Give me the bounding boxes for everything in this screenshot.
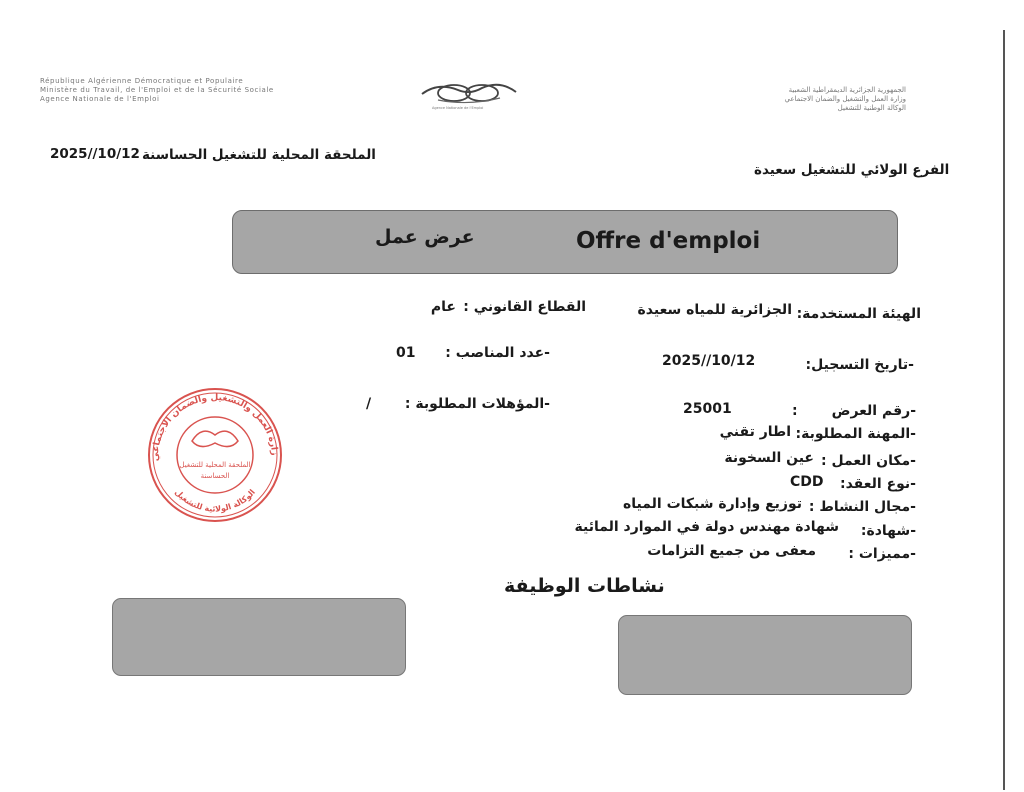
stamp-inner-line-2: الحساسنة bbox=[200, 472, 230, 480]
header-arabic-line-1: الجمهورية الجزائرية الديمقراطية الشعبية bbox=[788, 86, 906, 94]
registration-date-label: -تاريخ التسجيل: bbox=[805, 357, 914, 373]
redacted-block-left bbox=[112, 598, 406, 676]
stamp-outer-text: زارة العمل والتشغيل والضمان الاجتماعي bbox=[150, 392, 280, 462]
employer-value: الجزائرية للمياه سعيدة bbox=[637, 302, 792, 318]
qualifications-value: / bbox=[366, 396, 372, 412]
office-left-name: الملحقة المحلية للتشغيل الحساسنة bbox=[142, 147, 376, 163]
activity-value: توزيع وإدارة شبكات المياه bbox=[623, 496, 802, 512]
benefits-value: معفى من جميع التزامات bbox=[647, 543, 816, 559]
header-french-line-1: République Algérienne Démocratique et Populaire bbox=[40, 77, 244, 85]
office-left-date: 2025//10/12 bbox=[50, 146, 140, 162]
contract-value: CDD bbox=[790, 474, 824, 490]
header-french-line-3: Agence Nationale de l'Emploi bbox=[40, 95, 160, 103]
banner-arabic-title: عرض عمل bbox=[375, 226, 475, 248]
header-french-line-2: Ministère du Travail, de l'Emploi et de la Sécurité Sociale bbox=[40, 86, 274, 94]
diploma-label: -شهادة: bbox=[860, 523, 916, 539]
header-arabic-line-2: وزارة العمل والتشغيل والضمان الاجتماعي bbox=[784, 95, 906, 103]
offer-number-value: 25001 bbox=[683, 401, 732, 417]
registration-date-value: 2025//10/12 bbox=[662, 353, 756, 369]
banner-french-title: Offre d'emploi bbox=[576, 228, 761, 254]
contract-label: -نوع العقد: bbox=[839, 476, 916, 492]
activity-label: -مجال النشاط : bbox=[808, 499, 916, 515]
offer-number-label: -رقم العرض bbox=[831, 403, 916, 419]
official-stamp bbox=[140, 385, 290, 525]
redacted-block-right bbox=[618, 615, 912, 695]
workplace-value: عين السخونة bbox=[724, 450, 814, 466]
employer-label: الهيئة المستخدمة: bbox=[796, 306, 921, 322]
stamp-seal-icon bbox=[140, 385, 290, 525]
qualifications-label: -المؤهلات المطلوبة : bbox=[404, 396, 550, 412]
positions-value: 01 bbox=[396, 345, 416, 361]
title-banner bbox=[232, 210, 898, 274]
offer-number-separator: : bbox=[792, 403, 798, 419]
sector-label: القطاع القانوني : bbox=[463, 299, 586, 315]
stamp-inner-line-1: الملحقة المحلية للتشغيل bbox=[179, 461, 251, 469]
workplace-label: -مكان العمل : bbox=[820, 453, 916, 469]
job-value: اطار تقني bbox=[719, 424, 791, 440]
svg-text:وزارة العمل والتشغيل والضمان ا bbox=[140, 385, 279, 461]
stamp-bottom-text: الوكالة الولائية للتشغيل bbox=[172, 487, 257, 514]
benefits-label: -مميزات : bbox=[848, 546, 916, 562]
agency-logo bbox=[418, 78, 520, 114]
office-right-name: الفرع الولائي للتشغيل سعيدة bbox=[754, 162, 950, 178]
sector-value: عام bbox=[430, 299, 456, 315]
header-arabic-line-3: الوكالة الوطنية للتشغيل bbox=[837, 104, 906, 112]
job-label: -المهنة المطلوبة: bbox=[795, 426, 916, 442]
positions-label: -عدد المناصب : bbox=[445, 345, 550, 361]
logo-caption: Agence Nationale de l'Emploi bbox=[432, 106, 484, 110]
scan-edge-line bbox=[1003, 30, 1005, 790]
activities-title: نشاطات الوظيفة bbox=[504, 575, 665, 597]
diploma-value: شهادة مهندس دولة في الموارد المائية bbox=[574, 519, 839, 535]
